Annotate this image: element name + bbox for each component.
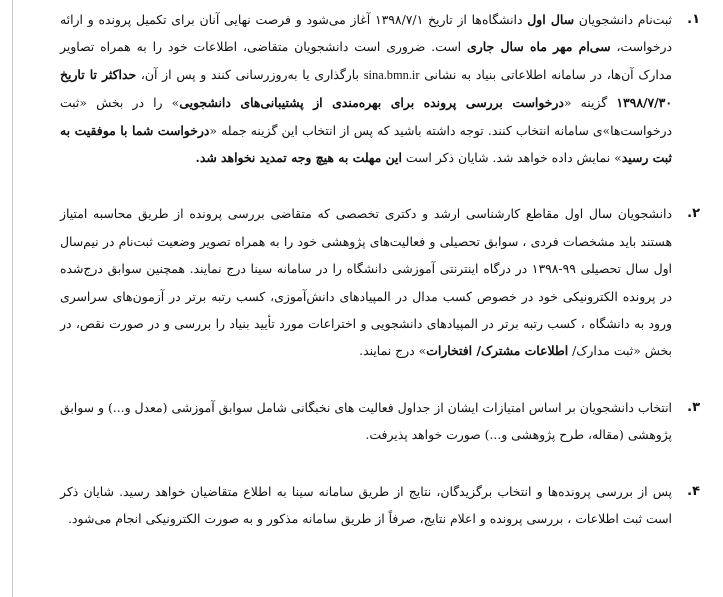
item-text: انتخاب دانشجویان بر اساس امتیازات ایشان از جداول فعالیت های نخبگانی شامل سوابق آموزشی (معدل و...) و سوابق پژوهشی (مقاله، طرح پژوهشی و...) صورت خواهد پذیرفت. bbox=[60, 399, 672, 443]
text-run: دانشجویان سال اول مقاطع کارشناسی ارشد و دکتری تخصصی که متقاضی بررسی پرونده از طریق محاسبه امتیاز هستند باید مشخصات فردی ، سوابق تحصیلی و فعالیت‌های پژوهشی خود را به همراه تصویر وضعیت ثبت‌نام در نیم‌سال اول سال تحصیلی ۹۹-۱۳۹۸ در درگاه اینترنتی آموزشی دانشگاه را در سامانه سینا درج نمایند. همچنین سوابق درج‌شده در پرونده الکترونیکی خود در خصوص کسب مدال در المپیادهای دانش‌آموزی، کسب رتبه برتر در آزمون‌های سراسری ورود به دانشگاه ، کسب رتبه برتر در المپیادهای دانشجویی و اختراعات مورد تأیید بنیاد را بررسی و در صورت نقص، در بخش «ثبت مدارک/ bbox=[60, 206, 672, 359]
text-run: دانشگاه‌ها از تاریخ ۱۳۹۸/۷/۱ آغاز می‌شود و فرصت نهایی آنان برای تکمیل پرونده و ارائه درخواست، bbox=[60, 12, 672, 55]
list-item-1 bbox=[60, 6, 700, 171]
numbered-list bbox=[60, 6, 700, 562]
item-number: ۲. bbox=[687, 206, 700, 222]
item-text: پس از بررسی پرونده‌ها و انتخاب برگزیدگان، نتایج از طریق سامانه سینا به اطلاع متقاضیان خواهد رسید. شایان ذکر است ثبت اطلاعات ، بررسی پرونده و اعلام نتایج، صرفاً از طریق سامانه مذکور و به صورت الکترونیکی انجام می‌شود. bbox=[60, 483, 672, 527]
bold-run: این مهلت به هیچ وجه تمدید نخواهد شد. bbox=[195, 150, 402, 166]
bold-run: سال اول bbox=[527, 12, 575, 27]
list-item-4 bbox=[60, 478, 700, 533]
item-text bbox=[60, 12, 672, 165]
item-text bbox=[60, 206, 672, 358]
website-url: sina.bmn.ir bbox=[363, 67, 420, 82]
list-item-3 bbox=[60, 394, 700, 449]
text-run: » درج نمایند. bbox=[359, 343, 427, 359]
bold-run: درخواست بررسی پرونده برای بهره‌مندی از پشتیبانی‌های دانشجویی bbox=[179, 95, 564, 111]
item-number: ۳. bbox=[687, 399, 700, 415]
text-run: » نمایش داده خواهد شد. شایان ذکر است bbox=[401, 150, 622, 166]
text-run: ثبت‌نام دانشجویان bbox=[574, 12, 673, 27]
text-run: » را در بخش «ثبت درخواست‌ها»ی سامانه انتخاب کنند. توجه داشته باشید که پس از انتخاب این گزینه جمله « bbox=[60, 95, 672, 138]
text-run: گزینه « bbox=[563, 95, 617, 111]
list-item-2 bbox=[60, 200, 700, 364]
item-number: ۱. bbox=[687, 12, 700, 27]
bold-run: اطلاعات مشترک/ افتخارات bbox=[426, 343, 569, 359]
bold-run: حداکثر تا تاریخ ۱۳۹۸/۷/۳۰ bbox=[60, 66, 672, 111]
bold-run: درخواست شما با موفقیت به ثبت رسید bbox=[60, 122, 672, 166]
item-number: ۴. bbox=[687, 483, 700, 499]
page-margin-line bbox=[12, 0, 13, 597]
text-run: بارگذاری یا به‌روزرسانی کنند و پس از آن، bbox=[136, 66, 364, 82]
bold-run: سی‌ام مهر ماه سال جاری bbox=[467, 39, 611, 55]
text-run: است. ضروری است دانشجویان متقاضی، اطلاعات خود را به همراه تصاویر مدارک آن‌ها، در سامانه اطلاعاتی بنیاد به نشانی bbox=[60, 39, 673, 82]
